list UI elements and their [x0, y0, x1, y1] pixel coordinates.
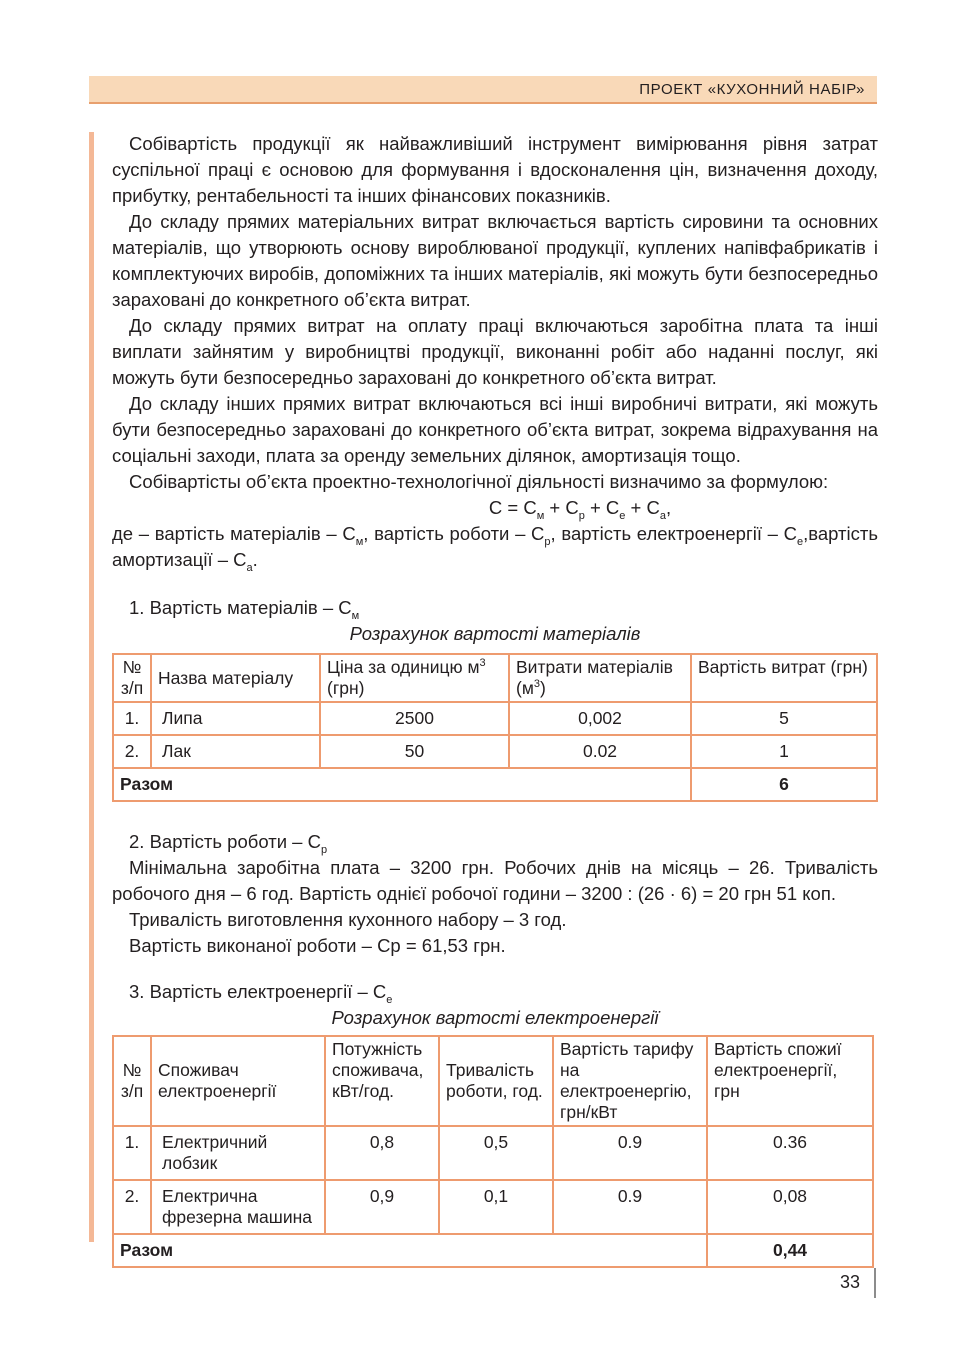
- header-title: ПРОЕКТ «КУХОННИЙ НАБІР»: [639, 81, 865, 98]
- header-cell: Вартість тарифу на електроенергію, грн/кВт: [553, 1036, 707, 1126]
- paragraph: До складу прямих матеріальних витрат включається вартість сировини та основних матеріалів, що утворюють основу вироблюваної продукції, куплених напівфабрикатів і комплектуючих виробів, допоміжних та інших матеріалів, які можуть бути безпосередньо зараховані до конкретного об’єкта витрат.: [112, 211, 878, 310]
- paragraph: До складу прямих витрат на оплату праці включаються заробітна плата та інші виплати зайнятим у виробництві продукції, виконанні робіт або наданні послуг, які можуть бути безпосередньо зараховані до конкретного об’єкта витрат.: [112, 315, 878, 388]
- paragraph: Мінімальна заробітна плата – 3200 грн. Робочих днів на місяць – 26. Тривалість робочого дня – 6 год. Вартість однієї робочої години – 3200 : (26 · 6) = 20 грн 51 коп.: [112, 857, 878, 904]
- side-rule: [89, 132, 94, 1242]
- table-row: 2. Електрична фрезерна машина 0,9 0,1 0.9 0,08: [113, 1180, 873, 1234]
- page-number: 33: [840, 1272, 861, 1292]
- header-cell: Витрати матеріалів $(м^3)$: [509, 654, 691, 702]
- section-heading-work: 2. Вартість роботи – $С_р$: [129, 831, 328, 856]
- page-content: [112, 131, 878, 1268]
- header-cell: Тривалість роботи, год.: [439, 1036, 553, 1126]
- header-cell: Споживач електроенергії: [151, 1036, 325, 1126]
- paragraph: Собівартісты об’єкта проектно-технологічної діяльності визначимо за формулою:: [129, 471, 829, 492]
- electricity-table: [112, 1035, 874, 1268]
- paragraph: Тривалість виготовлення кухонного набору – 3 год.: [129, 909, 567, 930]
- cost-formula: $С = С_м + С_р + С_е + С_а$,: [488, 497, 672, 522]
- table-total-row: Разом 0,44: [113, 1234, 873, 1267]
- header-cell: Вартість спожиї електроенергії, грн: [707, 1036, 873, 1126]
- materials-table: [112, 653, 878, 802]
- table-row: 1. Електричний лобзик 0,8 0,5 0.9 0.36: [113, 1126, 873, 1180]
- paragraph: Вартість виконаної роботи – Ср = 61,53 грн.: [129, 935, 506, 956]
- table-total-row: Разом 6: [113, 768, 877, 801]
- page-number-rule: [874, 1268, 876, 1298]
- section-heading-electricity: 3. Вартість електроенергії – $С_е$: [129, 981, 393, 1006]
- running-header: [89, 76, 877, 104]
- header-cell: Потужність споживача, кВт/год.: [325, 1036, 439, 1126]
- header-cell: Ціна за одиницю $м^3$ (грн): [320, 654, 509, 702]
- table-row: 2. Лак 50 0.02 1: [113, 735, 877, 768]
- paragraph: До складу інших прямих витрат включаються всі інші виробничі витрати, які можуть бути безпосередньо зараховані до конкретного об’єкта витрат, зокрема відрахування на соціальні заходи, плата за оренду земельних ділянок, амортизація тощо.: [112, 393, 878, 466]
- table-caption-materials: Розрахунок вартості матеріалів: [349, 623, 641, 644]
- formula-definition: де – вартість матеріалів – $С_м$, вартість роботи – $С_р$, вартість електроенергії – $С_е,вартість$ амортизації – $С_а$.: [112, 523, 878, 574]
- table-row: 1. Липа 2500 0,002 5: [113, 702, 877, 735]
- table-caption-electricity: Розрахунок вартості електроенергії: [331, 1007, 659, 1028]
- header-cell: Назва матеріалу: [151, 654, 320, 702]
- table-header-row: [113, 654, 877, 702]
- header-cell: № з/п: [113, 1036, 151, 1126]
- paragraph: Собівартість продукції як найважливіший інструмент вимірювання рівня затрат суспільної праці є основою для формування і вдосконалення цін, визначення доходу, прибутку, рентабельності та інших фінансових показників.: [112, 133, 878, 206]
- table-header-row: [113, 1036, 873, 1126]
- section-heading-materials: 1. Вартість матеріалів – $С_м$: [129, 597, 360, 622]
- header-cell: № з/п: [113, 654, 151, 702]
- header-cell: Вартість витрат (грн): [691, 654, 877, 702]
